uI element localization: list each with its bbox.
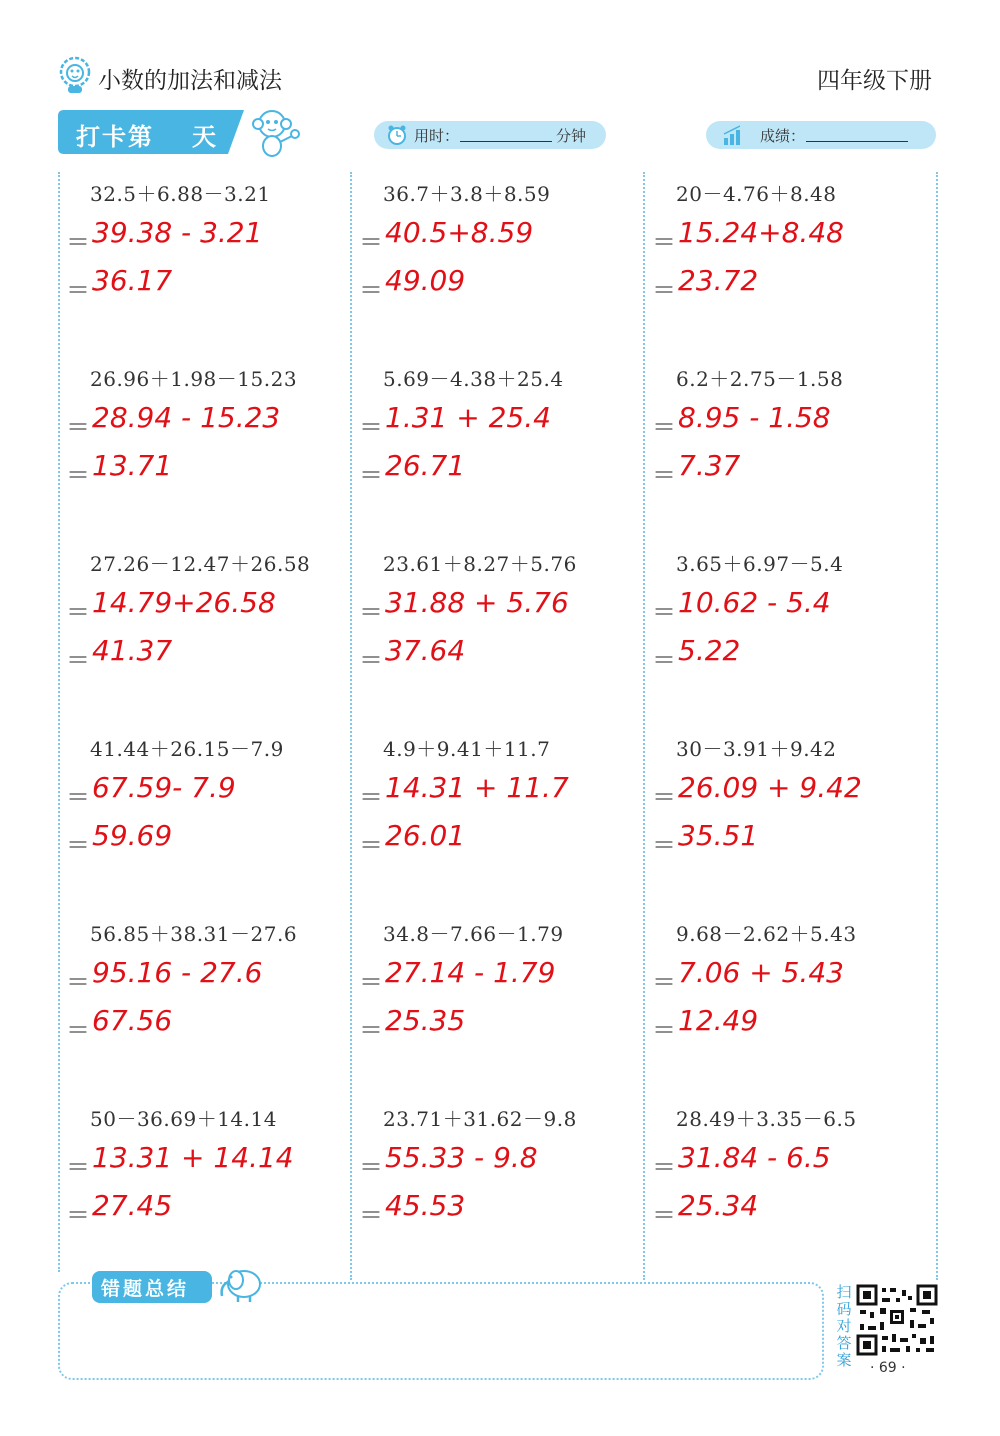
handwritten-step: 14.31 + 11.7 bbox=[385, 771, 569, 804]
clock-icon bbox=[386, 124, 408, 146]
handwritten-step: 67.59- 7.9 bbox=[92, 771, 236, 804]
equals-sign: ＝ bbox=[652, 598, 676, 626]
problem-expression: 56.85＋38.31－27.6 bbox=[90, 922, 298, 946]
equals-sign: ＝ bbox=[66, 968, 90, 996]
time-label: 用时： bbox=[414, 127, 460, 145]
equals-sign: ＝ bbox=[359, 598, 383, 626]
problem-expression: 28.49＋3.35－6.5 bbox=[676, 1107, 857, 1131]
handwritten-step: 40.5+8.59 bbox=[385, 216, 534, 249]
qr-code-icon[interactable] bbox=[856, 1284, 938, 1356]
handwritten-answer: 13.71 bbox=[92, 449, 173, 482]
problem-expression: 32.5＋6.88－3.21 bbox=[90, 182, 271, 206]
problem-expression: 36.7＋3.8＋8.59 bbox=[383, 182, 551, 206]
equals-sign: ＝ bbox=[359, 461, 383, 489]
summary-label: 错题总结 bbox=[101, 1278, 190, 1300]
equals-sign: ＝ bbox=[652, 831, 676, 859]
equals-sign: ＝ bbox=[359, 831, 383, 859]
handwritten-answer: 49.09 bbox=[385, 264, 466, 297]
lion-logo-icon bbox=[58, 56, 92, 94]
handwritten-answer: 12.49 bbox=[678, 1004, 759, 1037]
problem-expression: 5.69－4.38＋25.4 bbox=[383, 367, 564, 391]
handwritten-answer: 25.35 bbox=[385, 1004, 466, 1037]
problem-expression: 26.96＋1.98－15.23 bbox=[90, 367, 298, 391]
handwritten-answer: 37.64 bbox=[385, 634, 466, 667]
problem-expression: 27.26－12.47＋26.58 bbox=[90, 552, 311, 576]
equals-sign: ＝ bbox=[652, 413, 676, 441]
handwritten-step: 15.24+8.48 bbox=[678, 216, 844, 249]
handwritten-answer: 36.17 bbox=[92, 264, 173, 297]
handwritten-answer: 5.22 bbox=[678, 634, 741, 667]
handwritten-step: 28.94 - 15.23 bbox=[92, 401, 281, 434]
equals-sign: ＝ bbox=[359, 413, 383, 441]
column-divider bbox=[58, 172, 60, 1272]
equals-sign: ＝ bbox=[66, 1016, 90, 1044]
handwritten-answer: 23.72 bbox=[678, 264, 759, 297]
equals-sign: ＝ bbox=[652, 1153, 676, 1181]
handwritten-step: 26.09 + 9.42 bbox=[678, 771, 862, 804]
scan-label: 扫码对答案 bbox=[836, 1283, 852, 1369]
problem-expression: 23.71＋31.62－9.8 bbox=[383, 1107, 577, 1131]
column-divider bbox=[936, 172, 938, 1280]
problem-expression: 30－3.91＋9.42 bbox=[676, 737, 837, 761]
problem-expression: 23.61＋8.27＋5.76 bbox=[383, 552, 577, 576]
handwritten-answer: 35.51 bbox=[678, 819, 759, 852]
column-divider bbox=[350, 172, 352, 1280]
handwritten-step: 14.79+26.58 bbox=[92, 586, 276, 619]
handwritten-answer: 67.56 bbox=[92, 1004, 173, 1037]
score-field bbox=[706, 121, 936, 149]
handwritten-answer: 27.45 bbox=[92, 1189, 173, 1222]
equals-sign: ＝ bbox=[652, 276, 676, 304]
equals-sign: ＝ bbox=[359, 1201, 383, 1229]
handwritten-answer: 45.53 bbox=[385, 1189, 466, 1222]
equals-sign: ＝ bbox=[66, 413, 90, 441]
equals-sign: ＝ bbox=[652, 646, 676, 674]
handwritten-step: 39.38 - 3.21 bbox=[92, 216, 263, 249]
handwritten-step: 31.88 + 5.76 bbox=[385, 586, 569, 619]
equals-sign: ＝ bbox=[652, 783, 676, 811]
checkin-label-part2: 天 bbox=[192, 123, 218, 151]
equals-sign: ＝ bbox=[66, 276, 90, 304]
page-title: 小数的加法和减法 bbox=[98, 68, 282, 94]
equals-sign: ＝ bbox=[359, 276, 383, 304]
time-field bbox=[374, 121, 606, 149]
handwritten-answer: 41.37 bbox=[92, 634, 173, 667]
column-divider bbox=[643, 172, 645, 1280]
checkin-label bbox=[76, 117, 218, 152]
handwritten-step: 31.84 - 6.5 bbox=[678, 1141, 831, 1174]
handwritten-step: 13.31 + 14.14 bbox=[92, 1141, 294, 1174]
monkey-icon bbox=[248, 104, 304, 160]
problem-expression: 3.65＋6.97－5.4 bbox=[676, 552, 844, 576]
equals-sign: ＝ bbox=[652, 968, 676, 996]
equals-sign: ＝ bbox=[652, 461, 676, 489]
equals-sign: ＝ bbox=[66, 646, 90, 674]
handwritten-answer: 7.37 bbox=[678, 449, 741, 482]
equals-sign: ＝ bbox=[652, 228, 676, 256]
problem-expression: 50－36.69＋14.14 bbox=[90, 1107, 277, 1131]
equals-sign: ＝ bbox=[66, 228, 90, 256]
problem-expression: 9.68－2.62＋5.43 bbox=[676, 922, 857, 946]
equals-sign: ＝ bbox=[359, 783, 383, 811]
time-input-line[interactable] bbox=[460, 141, 552, 142]
time-unit: 分钟 bbox=[556, 127, 587, 145]
problem-expression: 34.8－7.66－1.79 bbox=[383, 922, 564, 946]
handwritten-step: 1.31 + 25.4 bbox=[385, 401, 551, 434]
problem-expression: 6.2＋2.75－1.58 bbox=[676, 367, 844, 391]
equals-sign: ＝ bbox=[359, 646, 383, 674]
handwritten-step: 8.95 - 1.58 bbox=[678, 401, 831, 434]
handwritten-step: 27.14 - 1.79 bbox=[385, 956, 556, 989]
handwritten-step: 10.62 - 5.4 bbox=[678, 586, 831, 619]
handwritten-step: 95.16 - 27.6 bbox=[92, 956, 263, 989]
handwritten-answer: 25.34 bbox=[678, 1189, 759, 1222]
equals-sign: ＝ bbox=[359, 1016, 383, 1044]
score-input-line[interactable] bbox=[806, 141, 908, 142]
problem-expression: 41.44＋26.15－7.9 bbox=[90, 737, 284, 761]
handwritten-answer: 59.69 bbox=[92, 819, 173, 852]
handwritten-answer: 26.01 bbox=[385, 819, 466, 852]
handwritten-step: 55.33 - 9.8 bbox=[385, 1141, 538, 1174]
equals-sign: ＝ bbox=[652, 1016, 676, 1044]
equals-sign: ＝ bbox=[359, 968, 383, 996]
equals-sign: ＝ bbox=[66, 1201, 90, 1229]
problem-expression: 20－4.76＋8.48 bbox=[676, 182, 837, 206]
score-label: 成绩： bbox=[760, 127, 806, 145]
elephant-icon bbox=[214, 1264, 268, 1304]
handwritten-answer: 26.71 bbox=[385, 449, 466, 482]
equals-sign: ＝ bbox=[66, 461, 90, 489]
equals-sign: ＝ bbox=[359, 228, 383, 256]
checkin-label-part1: 打卡第 bbox=[76, 123, 154, 151]
grade-label: 四年级下册 bbox=[817, 68, 932, 94]
page-number: · 69 · bbox=[870, 1360, 906, 1376]
handwritten-step: 7.06 + 5.43 bbox=[678, 956, 844, 989]
equals-sign: ＝ bbox=[66, 783, 90, 811]
equals-sign: ＝ bbox=[66, 598, 90, 626]
equals-sign: ＝ bbox=[652, 1201, 676, 1229]
equals-sign: ＝ bbox=[66, 1153, 90, 1181]
problem-expression: 4.9＋9.41＋11.7 bbox=[383, 737, 551, 761]
equals-sign: ＝ bbox=[359, 1153, 383, 1181]
chart-growth-icon bbox=[722, 124, 744, 146]
equals-sign: ＝ bbox=[66, 831, 90, 859]
